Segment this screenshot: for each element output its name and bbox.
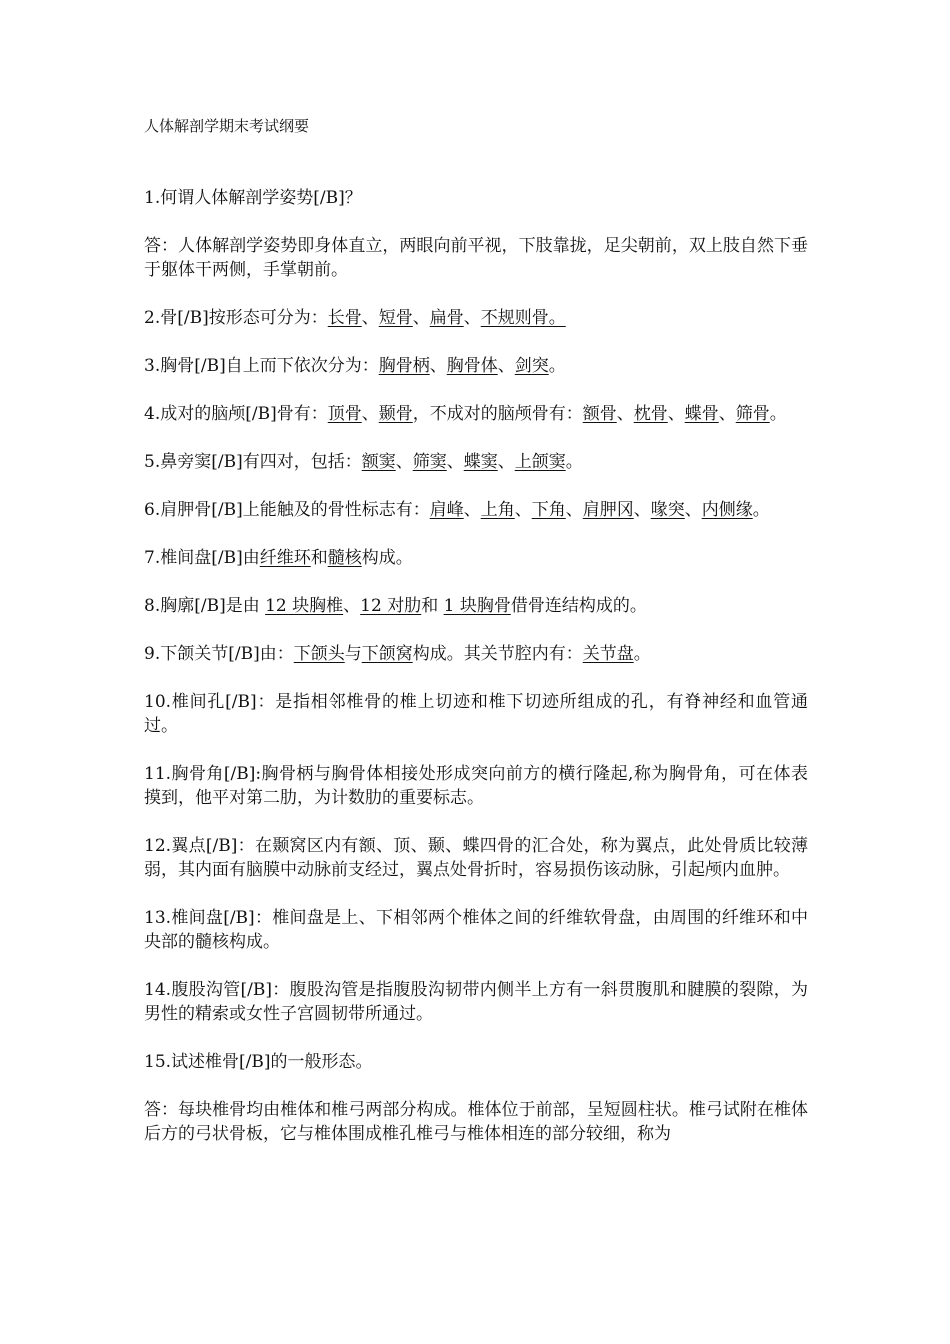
paragraph: [144, 1098, 808, 1146]
text-run: 、: [616, 404, 634, 424]
paragraph: [144, 546, 808, 570]
paragraph: [144, 354, 808, 378]
text-run: 4.成对的脑颅[/B]骨有：: [144, 404, 328, 424]
text-run: 和: [421, 596, 444, 616]
underlined-answer: 下角: [531, 500, 566, 520]
text-run: 13.椎间盘[/B]：椎间盘是上、下相邻两个椎体之间的纤维软骨盘，由周围的纤维环和中央部的髓核构成。: [144, 908, 808, 952]
paragraph: [144, 186, 808, 210]
text-run: 与: [344, 644, 362, 664]
document-body: [144, 186, 808, 1146]
paragraph: [144, 594, 808, 618]
text-run: 。: [548, 356, 566, 376]
underlined-answer: 剑突: [514, 356, 549, 376]
underlined-answer: 胸骨柄: [378, 356, 430, 376]
text-run: 1.何谓人体解剖学姿势[/B]？: [144, 188, 362, 208]
paragraph: [144, 690, 808, 738]
text-run: 构成。其关节腔内有：: [412, 644, 583, 664]
text-run: 9.下颌关节[/B]由：: [144, 644, 294, 664]
text-run: 14.腹股沟管[/B]：腹股沟管是指腹股沟韧带内侧半上方有一斜贯腹肌和腱膜的裂隙，为男性的精索或女性子宫圆韧带所通过。: [144, 980, 808, 1024]
text-run: 7.椎间盘[/B]由: [144, 548, 260, 568]
text-run: 、: [565, 500, 583, 520]
text-run: 。: [769, 404, 787, 424]
text-run: 。: [752, 500, 770, 520]
text-run: ，不成对的脑颅骨有：: [412, 404, 583, 424]
paragraph: [144, 906, 808, 954]
text-run: 、: [497, 356, 515, 376]
document-content: [144, 114, 808, 1170]
paragraph: [144, 834, 808, 882]
text-run: 、: [497, 452, 515, 472]
text-run: 12.翼点[/B]：在颞窝区内有额、顶、颞、蝶四骨的汇合处，称为翼点，此处骨质比较薄弱，其内面有脑膜中动脉前支经过，翼点处骨折时，容易损伤该动脉，引起颅内血肿。: [144, 836, 808, 880]
underlined-answer: 颞骨: [378, 404, 413, 424]
text-run: 、: [463, 500, 481, 520]
underlined-answer: 肩峰: [429, 500, 464, 520]
text-run: 15.试述椎骨[/B]的一般形态。: [144, 1052, 373, 1072]
underlined-answer: 纤维环: [259, 548, 311, 568]
underlined-answer: 短骨: [378, 308, 413, 328]
paragraph: [144, 978, 808, 1026]
document-title: 人体解剖学期末考试纲要: [144, 117, 310, 135]
underlined-answer: 蝶窦: [463, 452, 498, 472]
underlined-answer: 1 块胸骨: [443, 596, 511, 616]
text-run: 和: [310, 548, 328, 568]
text-run: 答：人体解剖学姿势即身体直立，两眼向前平视，下肢靠拢，足尖朝前，双上肢自然下垂于躯体干两侧，手掌朝前。: [144, 236, 808, 280]
underlined-answer: 筛窦: [412, 452, 447, 472]
text-run: 、: [361, 308, 379, 328]
underlined-answer: 髓核: [327, 548, 362, 568]
underlined-answer: 喙突: [650, 500, 685, 520]
text-run: 2.骨[/B]按形态可分为：: [144, 308, 328, 328]
underlined-answer: 扁骨: [429, 308, 464, 328]
text-run: 构成。: [361, 548, 413, 568]
paragraph: [144, 1050, 808, 1074]
text-run: 、: [395, 452, 413, 472]
underlined-answer: 上角: [480, 500, 515, 520]
text-run: 6.肩胛骨[/B]上能触及的骨性标志有：: [144, 500, 430, 520]
text-run: 3.胸骨[/B]自上而下依次分为：: [144, 356, 379, 376]
underlined-answer: 枕骨: [633, 404, 668, 424]
text-run: 答：每块椎骨均由椎体和椎弓两部分构成。椎体位于前部，呈短圆柱状。椎弓试附在椎体后方的弓状骨板，它与椎体围成椎孔椎弓与椎体相连的部分较细，称为: [144, 1100, 808, 1144]
underlined-answer: 内侧缘: [701, 500, 753, 520]
underlined-answer: 肩胛冈: [582, 500, 634, 520]
text-run: 8.胸廓[/B]是由: [144, 596, 266, 616]
text-run: 。: [565, 452, 583, 472]
underlined-answer: 12 块胸椎: [265, 596, 344, 616]
paragraph: [144, 234, 808, 282]
underlined-answer: 下颌窝: [361, 644, 413, 664]
underlined-answer: 额窦: [361, 452, 396, 472]
underlined-answer: 蝶骨: [684, 404, 719, 424]
text-run: 。: [633, 644, 651, 664]
text-run: 、: [361, 404, 379, 424]
text-run: 、: [514, 500, 532, 520]
text-run: 、: [343, 596, 361, 616]
paragraph: [144, 642, 808, 666]
text-run: 、: [718, 404, 736, 424]
underlined-answer: 下颌头: [293, 644, 345, 664]
text-run: 、: [446, 452, 464, 472]
paragraph: [144, 498, 808, 522]
text-run: 、: [463, 308, 481, 328]
paragraph: [144, 402, 808, 426]
underlined-answer: 关节盘: [582, 644, 634, 664]
paragraph: [144, 306, 808, 330]
text-run: 10.椎间孔[/B]：是指相邻椎骨的椎上切迹和椎下切迹所组成的孔，有脊神经和血管通过。: [144, 692, 808, 736]
paragraph: [144, 450, 808, 474]
text-run: 、: [633, 500, 651, 520]
underlined-answer: 长骨: [327, 308, 362, 328]
text-run: 、: [667, 404, 685, 424]
text-run: 、: [429, 356, 447, 376]
text-run: 5.鼻旁窦[/B]有四对，包括：: [144, 452, 362, 472]
underlined-answer: 顶骨: [327, 404, 362, 424]
underlined-answer: 筛骨: [735, 404, 770, 424]
paragraph: [144, 762, 808, 810]
text-run: 借骨连结构成的。: [510, 596, 647, 616]
text-run: 、: [412, 308, 430, 328]
underlined-answer: 不规则骨。: [480, 308, 566, 328]
text-run: 、: [684, 500, 702, 520]
underlined-answer: 上颌窦: [514, 452, 566, 472]
underlined-answer: 12 对肋: [360, 596, 422, 616]
text-run: 11.胸骨角[/B]:胸骨柄与胸骨体相接处形成突向前方的横行隆起,称为胸骨角，可在体表摸到，他平对第二肋，为计数肋的重要标志。: [144, 764, 808, 808]
underlined-answer: 额骨: [582, 404, 617, 424]
underlined-answer: 胸骨体: [446, 356, 498, 376]
